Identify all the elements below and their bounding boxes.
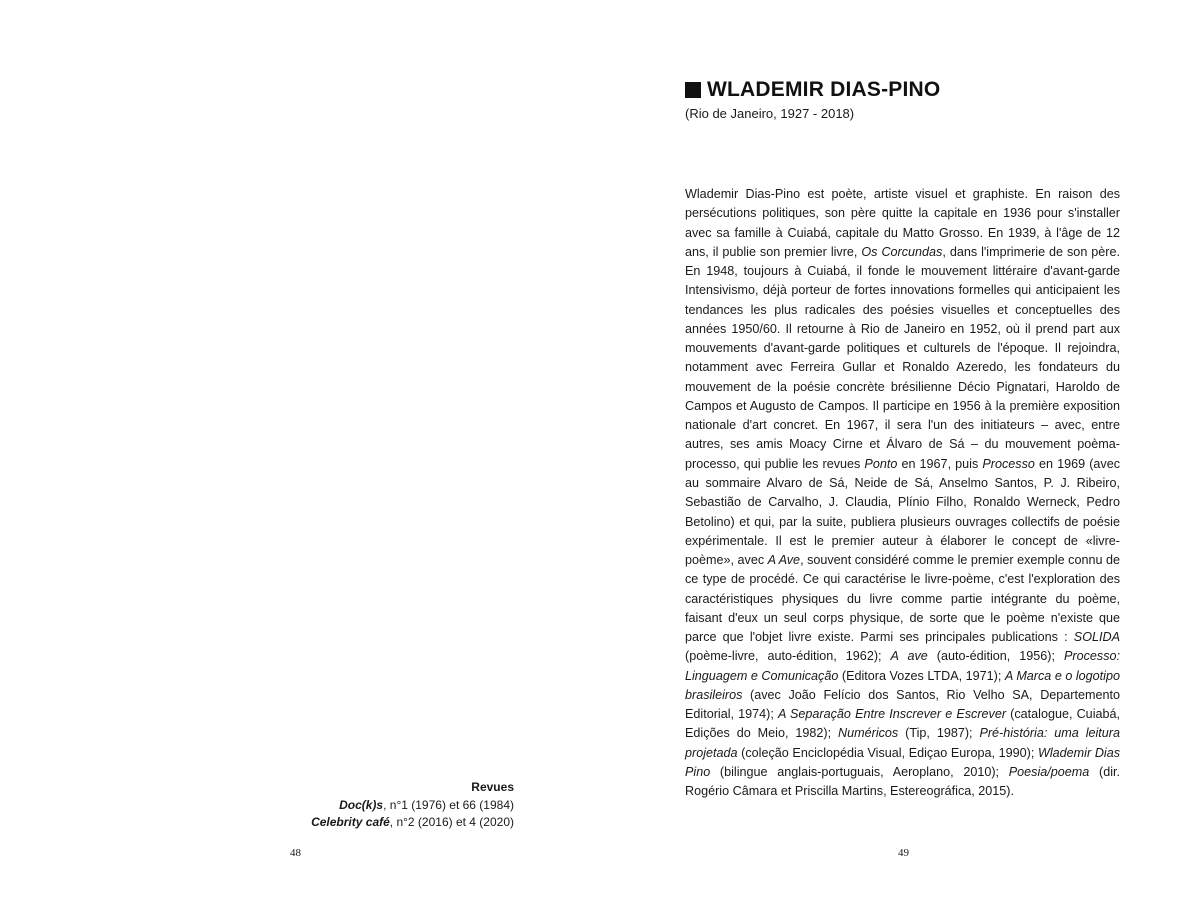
bio-italic-text: Os Corcundas [861, 244, 943, 259]
artist-lifespan: (Rio de Janeiro, 1927 - 2018) [685, 106, 855, 121]
bio-italic-text: Wlademir Dias Pino [685, 745, 1121, 779]
revue-item [311, 797, 514, 815]
bio-italic-text: Numéricos [838, 726, 899, 741]
square-bullet-icon [685, 82, 701, 98]
bio-italic-text: A Marca e o logotipo brasileiros [685, 668, 1120, 702]
right-page [599, 0, 1198, 904]
bio-text: (auto-édition, 1956); [927, 649, 1064, 664]
bio-text: en 1969 (avec au sommaire Alvaro de Sá, Neide de Sá, Anselmo Santos, P. J. Ribeiro, Sebastião de Carvalho, J. Claudia, Plínio Filho, Ronaldo Werneck, Pedro Betolino) et qui, par la suite, publiera plusieurs ouvrages collectifs de poésie expérimentale. Il est le premier auteur à élaborer le concept de «livre-poème», avec [685, 456, 1120, 568]
bio-text: (coleção Enciclopédia Visual, Ediçao Europa, 1990); [737, 745, 1038, 760]
bio-italic-text: Processo: Linguagem e Comunicação [685, 649, 1120, 683]
bio-text: , dans l'imprimerie de son père. En 1948, toujours à Cuiabá, il fonde le mouvement littéraire d'avant-garde Intensivismo, déjà porteur de fortes innovations formelles qui anticipaient les tendances les plus radicales des poésies visuelles et conceptuelles des années 1950/60. Il retourne à Rio de Janeiro en 1952, où il prend part aux mouvements d'avant-garde politiques et culturels de l'époque. Il rejoindra, notamment avec Ferreira Gullar et Ronaldo Azeredo, les fondateurs du mouvement de la poésie concrète brésilienne Décio Pignatari, Haroldo de Campos et Augusto de Campos. Il participe en 1956 à la première exposition nationale d'art concret. En 1967, il sera l'un des initiateurs – avec, entre autres, ses amis Moacy Cirne et Álvaro de Sá – du mouvement poèma-processo, qui publie les revues [685, 244, 1120, 471]
bio-italic-text: Ponto [864, 456, 898, 471]
artist-heading [685, 78, 940, 102]
revue-item [311, 814, 514, 832]
bio-italic-text: A ave [890, 649, 928, 664]
page-number-left: 48 [290, 847, 301, 859]
bio-italic-text: A Ave [767, 553, 801, 568]
revue-title: Doc(k)s [339, 797, 384, 812]
bio-text: (Tip, 1987); [898, 726, 980, 741]
bio-text: , souvent considéré comme le premier exemple connu de ce type de procédé. Ce qui caractérise le livre-poème, c'est l'exploration des caractéristiques physiques du livre comme partie intégrante du poème, faisant d'eux un seul corps physique, de sorte que le poème n'existe que parce que l'objet livre existe. Parmi ses principales publications : [685, 553, 1121, 645]
bio-italic-text: Poesia/poema [1008, 764, 1090, 779]
bio-italic-text: A Separação Entre Inscrever e Escrever [777, 707, 1007, 722]
revues-title: Revues [471, 780, 514, 794]
revue-title: Celebrity café [311, 815, 390, 829]
bio-text: (bilingue anglais-portuguais, Aeroplano, 2010); [710, 764, 1009, 779]
bio-text: (poème-livre, auto-édition, 1962); [685, 649, 891, 664]
bio-text: (dir. Rogério Câmara et Priscilla Martins, Estereográfica, 2015). [685, 764, 1120, 799]
bio-italic-text: SOLIDA [1073, 630, 1120, 645]
bio-text: (catalogue, Cuiabá, Edições do Meio, 1982); [685, 707, 1120, 741]
revue-details: , n°2 (2016) et 4 (2020) [389, 815, 514, 829]
bio-text: en 1967, puis [897, 456, 983, 471]
page-number-right: 49 [898, 847, 909, 859]
bio-text: Wlademir Dias-Pino est poète, artiste visuel et graphiste. En raison des persécutions politiques, son père quitte la capitale en 1936 pour s'installer avec sa famille à Cuiabá, capitale du Matto Grosso. En 1939, à l'âge de 12 ans, il publie son premier livre, [685, 187, 1120, 259]
artist-name: WLADEMIR DIAS-PINO [707, 78, 941, 101]
bio-italic-text: Pré-história: uma leitura projetada [685, 726, 1120, 760]
revues-section [311, 779, 514, 832]
bio-text: (avec João Felício dos Santos, Rio Velho SA, Departemento Editorial, 1974); [685, 687, 1120, 722]
bio-text: (Editora Vozes LTDA, 1971); [838, 668, 1005, 683]
revue-details: , n°1 (1976) et 66 (1984) [383, 797, 514, 812]
artist-biography [685, 185, 1120, 802]
biography-paragraph [685, 185, 1120, 802]
bio-italic-text: Processo [982, 456, 1035, 471]
